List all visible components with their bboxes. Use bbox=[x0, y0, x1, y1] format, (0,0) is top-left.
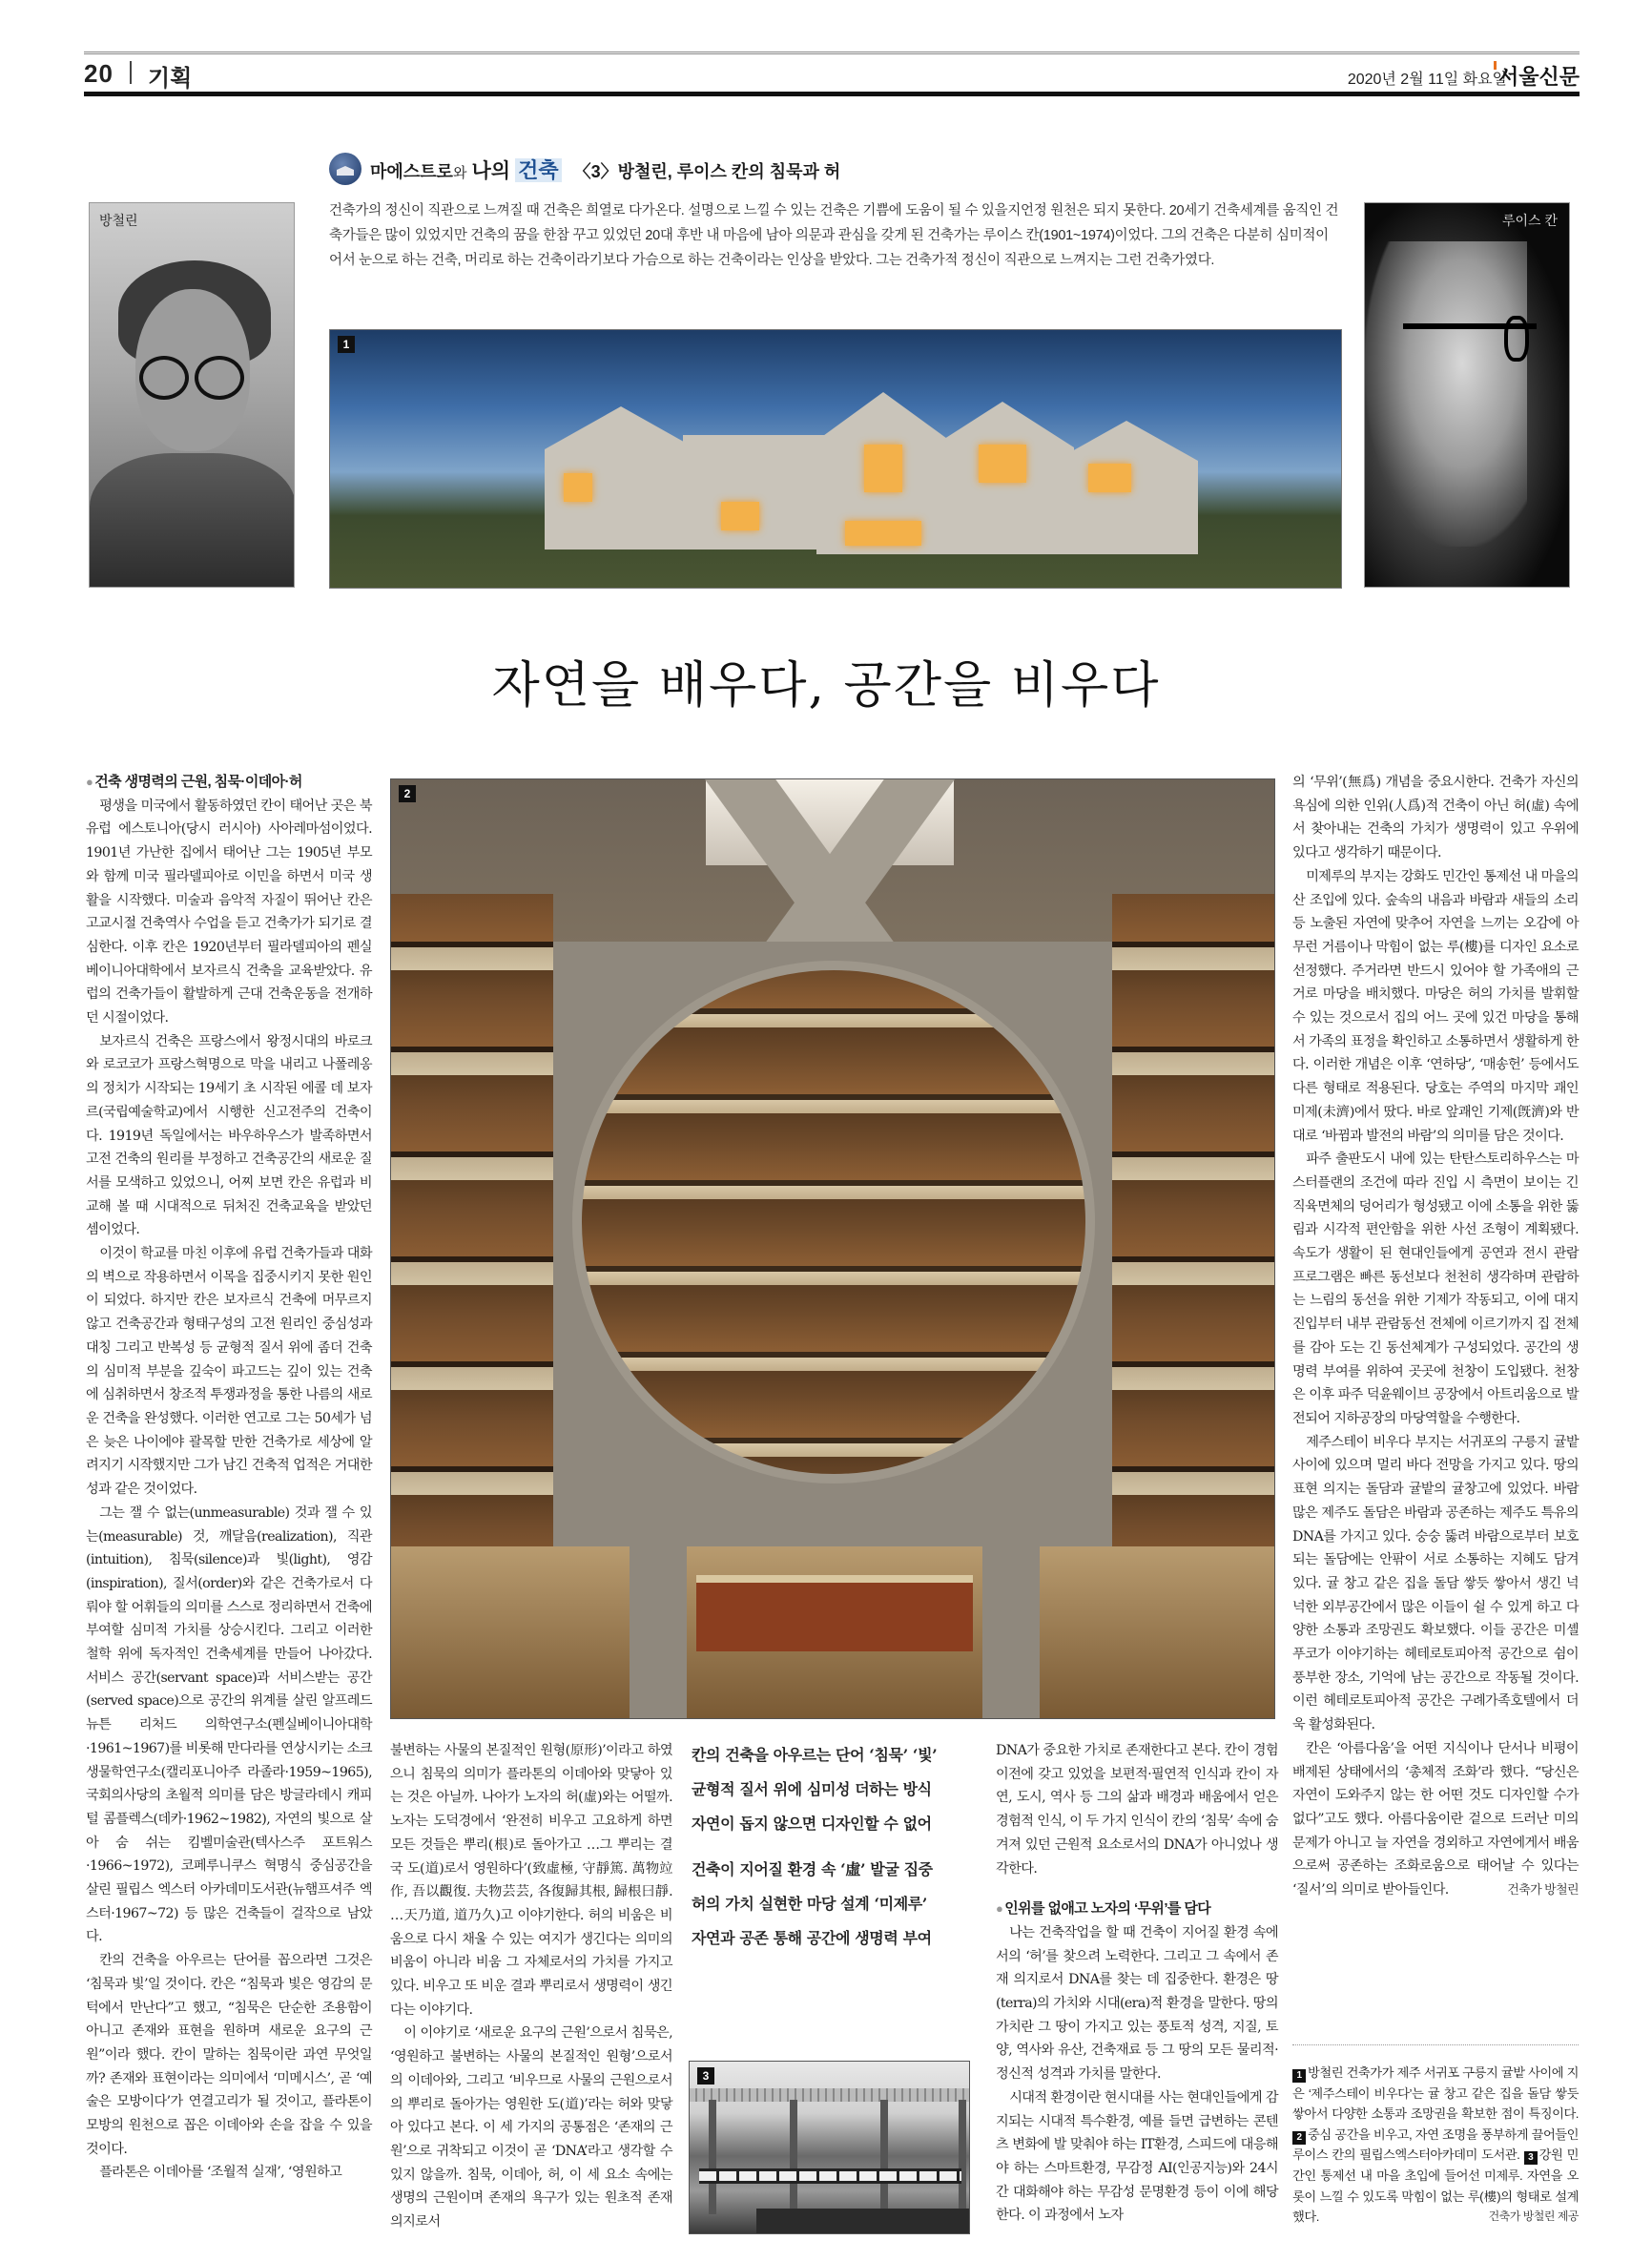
paragraph: DNA가 중요한 가치로 존재한다고 본다. 칸이 경험 이전에 갖고 있었을 보편적·필연적 인식과 칸이 자연, 도시, 역사 등 그의 삶과 배경과 배움에서 얻은 경험적 인식, 이 두 가지 인식이 칸의 ‘침묵’ 속에 숨겨져 있던 근원적 요소로서의 DNA가 아니었나 생각한다. bbox=[996, 1743, 1278, 1877]
article-intro: 건축가의 정신이 직관으로 느껴질 때 건축은 희열로 다가온다. 설명으로 느낄 수 있는 건축은 기쁨에 도움이 될 수 있을지언정 원천은 되지 못한다. 20세기 건축세계를 움직인 건축가들은 많이 있었지만 건축의 꿈을 한참 꾸고 있었던 20대 후반 내 마음에 남아 의문과 관심을 갖게 된 건축가는 루이스 칸(1901~1974)이었다. 그의 건축은 다분히 심미적이어서 눈으로 하는 건축, 머리로 하는 건축이라기보다 가슴으로 하는 건축이라는 인상을 받았다. 그는 건축가적 정신이 직관으로 느껴지는 그런 건축가였다. bbox=[329, 203, 1339, 268]
paragraph: 불변하는 사물의 본질적인 원형(原形)’이라고 하였으니 침묵의 의미가 플라톤의 이데아와 맞닿아 있는 것은 아닐까. 나아가 노자의 허(虛)와는 어떨까. 노자는 도덕경에서 ‘완전히 비우고 고요하게 하면 모든 것들은 뿌리(根)로 돌아가고 …그 뿌리는 결국 도(道)로서 영원하다’(致虛極, 守靜篤. 萬物竝作, 吾以觀復. 夫物芸芸, 各復歸其根, 歸根曰靜. …天乃道, 道乃久)고 이야기한다. 허의 비움은 비움으로 다시 채울 수 있는 여지가 생긴다는 의미의 비움이 아니라 비움 그 자체로서의 가치를 가지고 있다. 비우고 또 비운 결과 뿌리로서 생명력이 생긴다는 이야기다. bbox=[390, 1743, 672, 2018]
pull-quote: 건축이 지어질 환경 속 ‘虛’ 발굴 집중 bbox=[692, 1860, 933, 1878]
series-connector: 와 bbox=[452, 165, 467, 181]
photo-exeter-library bbox=[390, 778, 1275, 1719]
concrete-pillar bbox=[982, 1447, 1040, 1719]
lit-window bbox=[864, 445, 902, 492]
paragraph: 평생을 미국에서 활동하였던 칸이 태어난 곳은 북유럽 에스토니아(당시 러시아) 사아레마섬이었다. 1901년 가난한 집에서 태어난 그는 1905년 부모와 함께 미국 필라델피아로 이민을 하면서 미국 생활을 시작했다. 미술과 음악적 자질이 뛰어난 칸은 고교시절 건축역사 수업을 듣고 건축가가 되기로 결심한다. 이후 칸은 1920년부터 필라델피아의 펜실베이니아대학에서 보자르식 건축을 교육받았다. 유럽의 건축가들이 활발하게 근대 건축운동을 전개하던 시절이었다. bbox=[86, 798, 372, 1027]
paragraph: 의 ‘무위’(無爲) 개념을 중요시한다. 건축가 자신의 욕심에 의한 인위(人爲)적 건축이 아닌 허(虛) 속에서 찾아내는 건축의 가치가 생명력이 있고 우위에 있다고 생각하기 때문이다. bbox=[1292, 775, 1579, 861]
paragraph: 파주 출판도시 내에 있는 탄탄스토리하우스는 마스터플랜의 조건에 따라 진입 시 측면이 보이는 긴 직육면체의 덩어리가 형성됐고 이에 소통을 위한 뚫림과 시각적 편안함을 위한 사선 조형이 계획됐다. 속도가 생활이 된 현대인들에게 공연과 전시 관람 프로그램은 빠른 동선보다 천천히 생각하며 관람하는 느림의 동선을 위한 기제가 작동되고, 이에 대지 진입부터 내부 관람동선 전체에 이르기까지 집 전체를 감아 도는 긴 동선체계가 구성되었다. 공간의 생명력 부여를 위하여 곳곳에 천창이 도입됐다. 천창은 이후 파주 덕윤웨이브 공장에서 아트리움으로 발전되어 지하공장의 마당역할을 수행한다. bbox=[1292, 1151, 1579, 1426]
glasses-icon bbox=[139, 356, 244, 394]
catalog-desk bbox=[696, 1575, 973, 1651]
masthead-top-rule bbox=[84, 52, 1580, 54]
pavilion-post bbox=[790, 2100, 797, 2214]
lit-window bbox=[721, 502, 759, 530]
pull-quote: 칸의 건축을 아우르는 단어 ‘침묵’ ‘빛’ bbox=[692, 1746, 938, 1764]
photo-number-badge: 3 bbox=[697, 2067, 714, 2085]
series-episode: 〈3〉방철린, 루이스 칸의 침묵과 허 bbox=[573, 162, 841, 181]
article-column-2 bbox=[390, 1739, 672, 2234]
paragraph: 이것이 학교를 마친 이후에 유럽 건축가들과 대화의 벽으로 작용하면서 이목을 집중시키지 못한 원인이 되었다. 하지만 칸은 보자르식 건축에 머무르지 않고 건축공간과 형태구성의 고전 원리인 중심성과 대칭 그리고 반복성 등 균형적 질서 위에 좀더 건축의 심미적 부분을 깊숙이 파고드는 깊이 있는 건축에 심취하면서 창조적 투쟁과정을 통한 나름의 새로운 건축을 완성했다. 이러한 연고로 그는 50세가 넘은 늦은 나이에야 괄목할 만한 건축가로 세상에 알려지기 시작했지만 그가 남긴 건축적 업적은 거대한 성과 같은 것이었다. bbox=[86, 1246, 372, 1498]
series-title bbox=[370, 155, 840, 184]
paragraph: 제주스테이 비우다 부지는 서귀포의 구릉지 귤밭 사이에 있으며 멀리 바다 전망을 가지고 있다. 땅의 표현 의지는 돌담과 귤밭의 귤창고에 있었다. 바람 많은 제주도 돌담은 바람과 공존하는 제주도 특유의 DNA를 가지고 있다. 숭숭 뚫려 바람으로부터 보호되는 돌담에는 안팎이 서로 소통하는 지혜도 담겨 있다. 귤 창고 같은 집을 돌담 쌓듯 쌓아서 생긴 넉넉한 외부공간에서 많은 이들이 쉴 수 있게 하고 다양한 소통과 조망권도 확보했다. 이들 공간은 미셸 푸코가 이야기하는 헤테로토피아적 공간으로 쉼이 풍부한 장소, 기억에 남는 공간으로 작동될 것이다. 이런 헤테로토피아적 공간은 구례가족호텔에서 더욱 활성화된다. bbox=[1292, 1434, 1579, 1733]
series-prefix: 마에스트로 bbox=[370, 162, 453, 181]
byline: 건축가 방철린 bbox=[1507, 1882, 1579, 1898]
article-column-4 bbox=[996, 1739, 1278, 2228]
series-keyword: 건축 bbox=[515, 158, 562, 182]
lit-window bbox=[564, 473, 592, 502]
portrait-label: 루이스 칸 bbox=[1502, 213, 1558, 228]
lit-window bbox=[845, 521, 921, 546]
page-number: 20 bbox=[84, 59, 114, 88]
building-emblem-icon bbox=[329, 153, 361, 185]
portrait-coat bbox=[90, 453, 295, 587]
lit-window bbox=[979, 445, 1026, 483]
portrait-louis-kahn bbox=[1364, 202, 1570, 588]
paragraph: 이 이야기로 ‘새로운 요구의 근원’으로서 침묵은, ‘영원하고 불변하는 사물의 본질적인 원형’으로서의 이데아와, 그리고 ‘비우므로 사물의 근원으로서의 뿌리로 돌아가는 영원한 도(道)’라는 허와 맞닿아 있다고 본다. 이 세 가지의 공통점은 ‘존재의 근원’으로 귀착되고 이것이 곧 ‘DNA’라고 생각할 수 있지 않을까. 침묵, 이데아, 허, 이 세 요소 속에는 생명의 근원이며 존재의 욕구가 있는 원초적 존재 의지로서 bbox=[390, 2025, 672, 2230]
pavilion-post bbox=[709, 2100, 716, 2214]
section-name: 기획 bbox=[148, 66, 193, 92]
caption-text: 중심 공간을 비우고, 자연 조명을 풍부하게 끌어들인 루이스 칸의 필립스엑스터아카데미 도서관. bbox=[1292, 2126, 1579, 2163]
book-stacks-right bbox=[1112, 894, 1274, 1581]
paragraph bbox=[1292, 1737, 1579, 1902]
issue-date: 2020년 2월 11일 화요일 bbox=[1347, 72, 1507, 88]
pavilion-base bbox=[756, 2209, 970, 2233]
book-stacks-left bbox=[391, 894, 553, 1581]
photo-captions bbox=[1292, 2063, 1579, 2228]
caption-number-badge: 1 bbox=[1292, 2069, 1306, 2083]
caption-number-badge: 2 bbox=[1292, 2131, 1306, 2145]
paragraph: 플라톤은 이데아를 ‘조월적 실재’, ‘영원하고 bbox=[99, 2165, 342, 2181]
pull-quotes bbox=[692, 1738, 978, 1956]
paragraph: 나는 건축작업을 할 때 건축이 지어질 환경 속에서의 ‘허’를 찾으려 노력한다. 그리고 그 속에서 존재 의지로서 DNA를 찾는 데 집중한다. 환경은 땅(terra)의 가치와 시대(era)적 환경을 말한다. 땅의 가치란 그 땅이 가지고 있는 풍토적 성격, 지질, 토양, 역사와 유산, 건축재료 등 그 땅의 모든 물리적·정신적 성격과 가치를 말한다. bbox=[996, 1924, 1278, 2083]
glasses-icon bbox=[1403, 323, 1537, 329]
circular-opening bbox=[572, 961, 1095, 1483]
newspaper-logo bbox=[1494, 61, 1580, 91]
photo-mijeru bbox=[689, 2061, 970, 2234]
portrait-bang-cheol-rin bbox=[89, 202, 295, 588]
article-column-1 bbox=[86, 771, 372, 2185]
portrait-label: 방철린 bbox=[99, 213, 138, 228]
pavilion-roof bbox=[690, 2088, 970, 2102]
caption-text: 방철린 건축가가 제주 서귀포 구릉지 귤밭 사이에 지은 ‘제주스테이 비우다’는 귤 창고 같은 집을 돌담 쌓듯 쌓아서 다양한 소통과 조망권을 확보한 점이 특징이다. bbox=[1292, 2065, 1579, 2122]
pull-quote: 자연이 돕지 않으면 디자인할 수 없어 bbox=[692, 1815, 932, 1833]
pavilion-post bbox=[959, 2100, 966, 2214]
pull-quote: 허의 가치 실현한 마당 설계 ‘미제루’ bbox=[692, 1895, 927, 1913]
caption-divider bbox=[1292, 2044, 1579, 2045]
paragraph: 미제루의 부지는 강화도 민간인 통제선 내 마을의 산 조입에 있다. 숲속의 내음과 바람과 새들의 소리 등 노출된 자연에 맞추어 자연을 느끼는 오감에 아무런 거름이나 막힘이 없는 루(樓)를 디자인 요소로 선정했다. 주거라면 반드시 있어야 할 가족애의 근거로 마당을 배치했다. 마당은 허의 가치를 발휘할 수 있는 것으로서 집의 어느 곳에 있건 마당을 통해서 가족의 표정을 확인하고 소통하면서 생활하게 한다. 이러한 개념은 이후 ‘연하당’, ‘매송헌’ 등에서도 다른 형태로 적용된다. 당호는 주역의 마지막 괘인 미제(未濟)에서 땄다. 바로 앞괘인 기제(旣濟)와 반대로 ‘바뀜과 발전의 바람’의 의미를 담은 것이다. bbox=[1292, 868, 1579, 1144]
paragraph: 그는 잴 수 없는(unmeasurable) 것과 잴 수 있는(measurable) 것, 깨달음(realization), 직관(intuition), 침묵(silence)과 빛(light), 영감(inspiration), 질서(order)와 같은 건축가로서 다뤄야 할 어휘들의 의미를 스스로 정리하면서 건축에 부여할 심미적 가치를 상승시킨다. 그리고 이러한 철학 위에 독자적인 건축세계를 만들어 나아갔다. 서비스 공간(servant space)과 서비스받는 공간(served space)으로 공간의 위계를 살린 알프레드 뉴튼 리처드 의학연구소(펜실베이니아대학·1961~1967)를 비롯해 만다라를 연상시키는 소크 생물학연구소(캘리포니아주 라졸라·1959~1965), 국회의사당의 초월적 의미를 담은 방글라데시 캐피털 콤플렉스(데카·1962~1982), 자연의 빛으로 살아 숨 쉬는 킴벨미술관(텍사스주 포트워스·1966~1972), 코페루니쿠스 혁명식 중심공간을 살린 필립스 엑스터 아카데미도서관(뉴햄프셔주 엑스터·1967~72) 등 많은 건축들이 걸작으로 남았다. bbox=[86, 1504, 372, 1945]
concrete-pillar bbox=[630, 1447, 687, 1719]
masthead-bottom-rule bbox=[84, 92, 1580, 96]
photo-number-badge: 1 bbox=[338, 336, 355, 353]
photo-number-badge: 2 bbox=[399, 785, 416, 802]
article-column-5 bbox=[1292, 771, 1579, 1902]
pavilion-railing bbox=[699, 2168, 961, 2184]
paragraph: 칸의 건축을 아우르는 단어를 꼽으라면 그것은 ‘침묵과 빛’일 것이다. 칸은 “침묵과 빛은 영감의 문턱에서 만난다”고 했고, “침묵은 단순한 조용함이 아니고 존재와 표현을 원하며 새로운 요구의 근원”이라 했다. 칸이 말하는 침묵이란 과연 무엇일까? 존재와 표현이라는 의미에서 ‘미메시스’, 곧 ‘예술은 모방이다’가 연결고리가 될 것이고, 플라톤이 모방의 원천으로 꼽은 이데아와 손을 잡을 수 있을 것이다. bbox=[86, 1953, 372, 2157]
pull-quote-gap bbox=[692, 1841, 978, 1853]
paragraph: 보자르식 건축은 프랑스에서 왕정시대의 바로크와 로코코가 프랑스혁명으로 막을 내리고 나폴레옹의 정치가 시작되는 19세기 초 시작된 에콜 데 보자르(국립예술학교)에서 시행한 신고전주의 건축이다. 1919년 독일에서는 바우하우스가 발족하면서 고전 건축의 원리를 부정하고 건축공간의 새로운 질서를 모색하고 있었으니, 어찌 보면 칸은 유럽과 비교해 볼 때 시대적으로 뒤처진 건축교육을 받았던 셈이었다. bbox=[86, 1033, 372, 1238]
photo-credit: 건축가 방철린 제공 bbox=[1488, 2209, 1579, 2224]
headline: 자연을 배우다, 공간을 비우다 bbox=[491, 657, 1161, 715]
newspaper-name: 서울신문 bbox=[1497, 65, 1580, 89]
subhead: ● 건축 생명력의 근원, 침묵·이데아·허 bbox=[86, 771, 372, 795]
series-my: 나의 bbox=[471, 160, 511, 182]
pull-quote: 자연과 공존 통해 공간에 생명력 부여 bbox=[692, 1929, 932, 1947]
paragraph: 시대적 환경이란 현시대를 사는 현대인들에게 감지되는 시대적 특수환경, 예를 들면 급변하는 콘텐츠 변화에 발 맞춰야 하는 IT환경, 스피드에 대응해야 하는 스마트환경, 무감정 AI(인공지능)와 24시간 대화해야 하는 무감성 문명환경 등이 이에 해당한다. 이 과정에서 노자 bbox=[996, 2089, 1278, 2224]
portrait-profile bbox=[1365, 241, 1527, 547]
caption-number-badge: 3 bbox=[1524, 2151, 1538, 2165]
photo-jeju-stay-biuda bbox=[329, 329, 1342, 589]
lit-window bbox=[1088, 464, 1131, 492]
page-number-divider bbox=[130, 61, 132, 84]
logo-accent-mark-icon bbox=[1494, 61, 1497, 70]
pull-quote: 균형적 질서 위에 심미성 더하는 방식 bbox=[692, 1780, 932, 1798]
building-block bbox=[683, 435, 826, 550]
caption-text: 강원 민간인 통제선 내 마을 초입에 들어선 미제루. 자연을 오롯이 느낄 수 있도록 막힘이 없는 루(樓)의 형태로 설계했다. bbox=[1292, 2147, 1580, 2225]
subhead: ● 인위를 없애고 노자의 ‘무위’를 담다 bbox=[996, 1898, 1278, 1921]
pavilion-post bbox=[880, 2100, 888, 2214]
paragraph-text: 칸은 ‘아름다움’을 어떤 지식이나 단서나 비평이 배제된 상태에서의 ‘총체적 조화’라 했다. “당신은 자연이 도와주지 않는 한 어떤 것도 디자인할 수가 없다”고도 했다. 아름다움이란 겉으로 드러난 미의 문제가 아니고 늘 자연을 경외하고 자연에게서 배움으로써 공존하는 조화로움으로 태어날 수 있다는 ‘질서’의 의미로 받아들인다. bbox=[1292, 1740, 1579, 1898]
